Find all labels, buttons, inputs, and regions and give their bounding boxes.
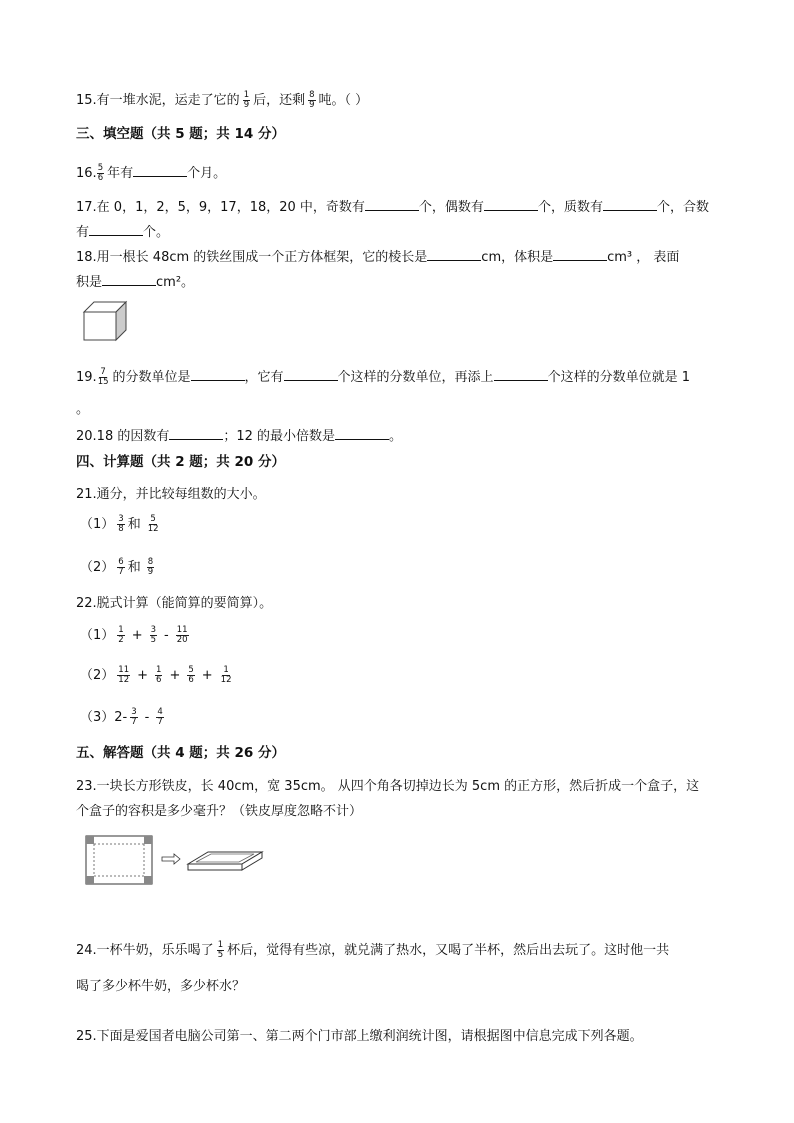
question-15 <box>76 89 368 110</box>
fraction: $\frac{8}{9}$ <box>309 90 315 110</box>
fraction: $\frac{6}{7}$ <box>118 557 124 577</box>
q18-text: 积是 <box>76 275 103 290</box>
q18-text: 18.用一根长 48cm 的铁丝围成一个正方体框架，它的棱长是 <box>76 250 428 265</box>
question-22-part2 <box>80 664 236 685</box>
question-20 <box>76 425 402 444</box>
q18-text: cm²。 <box>156 275 195 290</box>
q17-text: 17.在 0，1，2，5，9，17，18，20 中，奇数有 <box>76 200 365 215</box>
q17-text: 个，合数 <box>656 200 709 215</box>
fraction: $\frac{3}{8}$ <box>118 514 124 534</box>
question-24-line1 <box>76 939 669 960</box>
q19-number: 19. <box>76 370 97 385</box>
question-17-line2 <box>76 221 169 240</box>
question-25: 25.下面是爱国者电脑公司第一、第二两个门市部上缴利润统计图，请根据图中信息完成下列各题。 <box>76 1029 643 1044</box>
q19-text: 的分数单位是 <box>112 370 191 385</box>
q19-text: ，它有 <box>244 370 284 385</box>
answer-blank[interactable] <box>169 427 223 440</box>
q17-text: 个，偶数有 <box>418 200 484 215</box>
q20-text: 20.18 的因数有 <box>76 429 170 444</box>
fraction: $\frac{5}{6}$ <box>97 163 104 183</box>
question-22-part3 <box>80 706 167 727</box>
fraction: $\frac{5}{12}$ <box>147 514 159 534</box>
question-18-line1 <box>76 246 679 265</box>
fraction: $\frac{5}{6}$ <box>188 665 194 685</box>
part-label: （2） <box>80 668 115 683</box>
q20-text: ；12 的最小倍数是 <box>223 429 336 444</box>
question-21-part1 <box>80 513 163 534</box>
q20-text: 。 <box>389 429 403 444</box>
answer-blank[interactable] <box>427 248 481 261</box>
and-word: 和 <box>127 560 141 575</box>
part-label: （1） <box>80 517 115 532</box>
operator: - <box>164 628 169 643</box>
section-heading-4: 四、计算题（共 2 题；共 20 分） <box>76 454 285 470</box>
question-19-line1 <box>76 366 690 387</box>
q19-text: 个这样的分数单位就是 1 <box>547 370 690 385</box>
question-21-title: 21.通分，并比较每组数的大小。 <box>76 487 266 502</box>
q24-text: 杯后，觉得有些凉，就兑满了热水，又喝了半杯，然后出去玩了。这时他一共 <box>227 943 670 958</box>
fraction: $\frac{4}{7}$ <box>157 707 163 727</box>
q16-text: 年有 <box>107 166 134 181</box>
q19-text: 个这样的分数单位，再添上 <box>337 370 494 385</box>
operator: + <box>169 668 181 683</box>
q24-text: 24.一杯牛奶，乐乐喝了 <box>76 943 214 958</box>
question-21-part2 <box>80 556 157 577</box>
answer-blank[interactable] <box>494 368 548 381</box>
fraction: $\frac{8}{9}$ <box>147 557 154 577</box>
q17-text: 有 <box>76 225 90 240</box>
question-22-part1 <box>80 624 192 645</box>
whole-number: 2- <box>114 710 128 725</box>
question-16 <box>76 162 226 183</box>
operator: - <box>144 710 150 725</box>
question-19-line2: 。 <box>76 402 90 417</box>
q18-text: cm³ ， 表面 <box>607 250 680 265</box>
fraction: $\frac{1}{5}$ <box>217 940 224 960</box>
fraction: $\frac{11}{12}$ <box>118 665 130 685</box>
fraction: $\frac{1}{6}$ <box>156 665 162 685</box>
operator: + <box>131 628 143 643</box>
part-label: （1） <box>80 628 115 643</box>
answer-blank[interactable] <box>365 198 419 211</box>
question-23-line1: 23.一块长方形铁皮，长 40cm，宽 35cm。 从四个角各切掉边长为 5cm 的正方形，然后折成一个盒子，这 <box>76 779 700 794</box>
q16-number: 16. <box>76 166 97 181</box>
answer-blank[interactable] <box>603 198 657 211</box>
answer-blank[interactable] <box>89 223 143 236</box>
section-heading-3: 三、填空题（共 5 题；共 14 分） <box>76 126 285 142</box>
answer-blank[interactable] <box>484 198 538 211</box>
fraction: $\frac{1}{12}$ <box>220 665 232 685</box>
question-17-line1 <box>76 196 709 215</box>
operator: + <box>137 668 149 683</box>
fraction: $\frac{3}{5}$ <box>150 625 157 645</box>
answer-blank[interactable] <box>102 273 156 286</box>
fraction: $\frac{11}{20}$ <box>176 625 188 645</box>
question-23-line2: 个盒子的容积是多少毫升？（铁皮厚度忽略不计） <box>76 804 363 819</box>
q17-text: 个。 <box>143 225 170 240</box>
and-word: 和 <box>127 517 141 532</box>
answer-blank[interactable] <box>133 164 187 177</box>
fraction: $\frac{3}{7}$ <box>131 707 137 727</box>
fraction: $\frac{1}{9}$ <box>243 90 250 110</box>
question-22-title: 22.脱式计算（能简算的要简算）。 <box>76 596 273 611</box>
q15-text-mid: 后，还剩 <box>253 93 306 108</box>
q15-text-pre: 15.有一堆水泥，运走了它的 <box>76 93 240 108</box>
q18-text: cm，体积是 <box>481 250 554 265</box>
answer-blank[interactable] <box>553 248 607 261</box>
operator: + <box>201 668 213 683</box>
section-heading-5: 五、解答题（共 4 题；共 26 分） <box>76 745 285 761</box>
fraction: $\frac{7}{15}$ <box>97 367 109 387</box>
q15-text-post: 吨。（ ） <box>318 93 369 108</box>
fraction: $\frac{1}{2}$ <box>118 625 124 645</box>
part-label: （2） <box>80 560 115 575</box>
question-24-line2: 喝了多少杯牛奶，多少杯水？ <box>76 979 246 994</box>
answer-blank[interactable] <box>284 368 338 381</box>
q16-tail: 个月。 <box>187 166 227 181</box>
part-label: （3） <box>80 710 115 725</box>
answer-blank[interactable] <box>191 368 245 381</box>
cube-figure <box>80 298 130 342</box>
box-folding-figure <box>84 834 266 888</box>
question-18-line2 <box>76 271 194 290</box>
answer-blank[interactable] <box>335 427 389 440</box>
q17-text: 个，质数有 <box>537 200 603 215</box>
